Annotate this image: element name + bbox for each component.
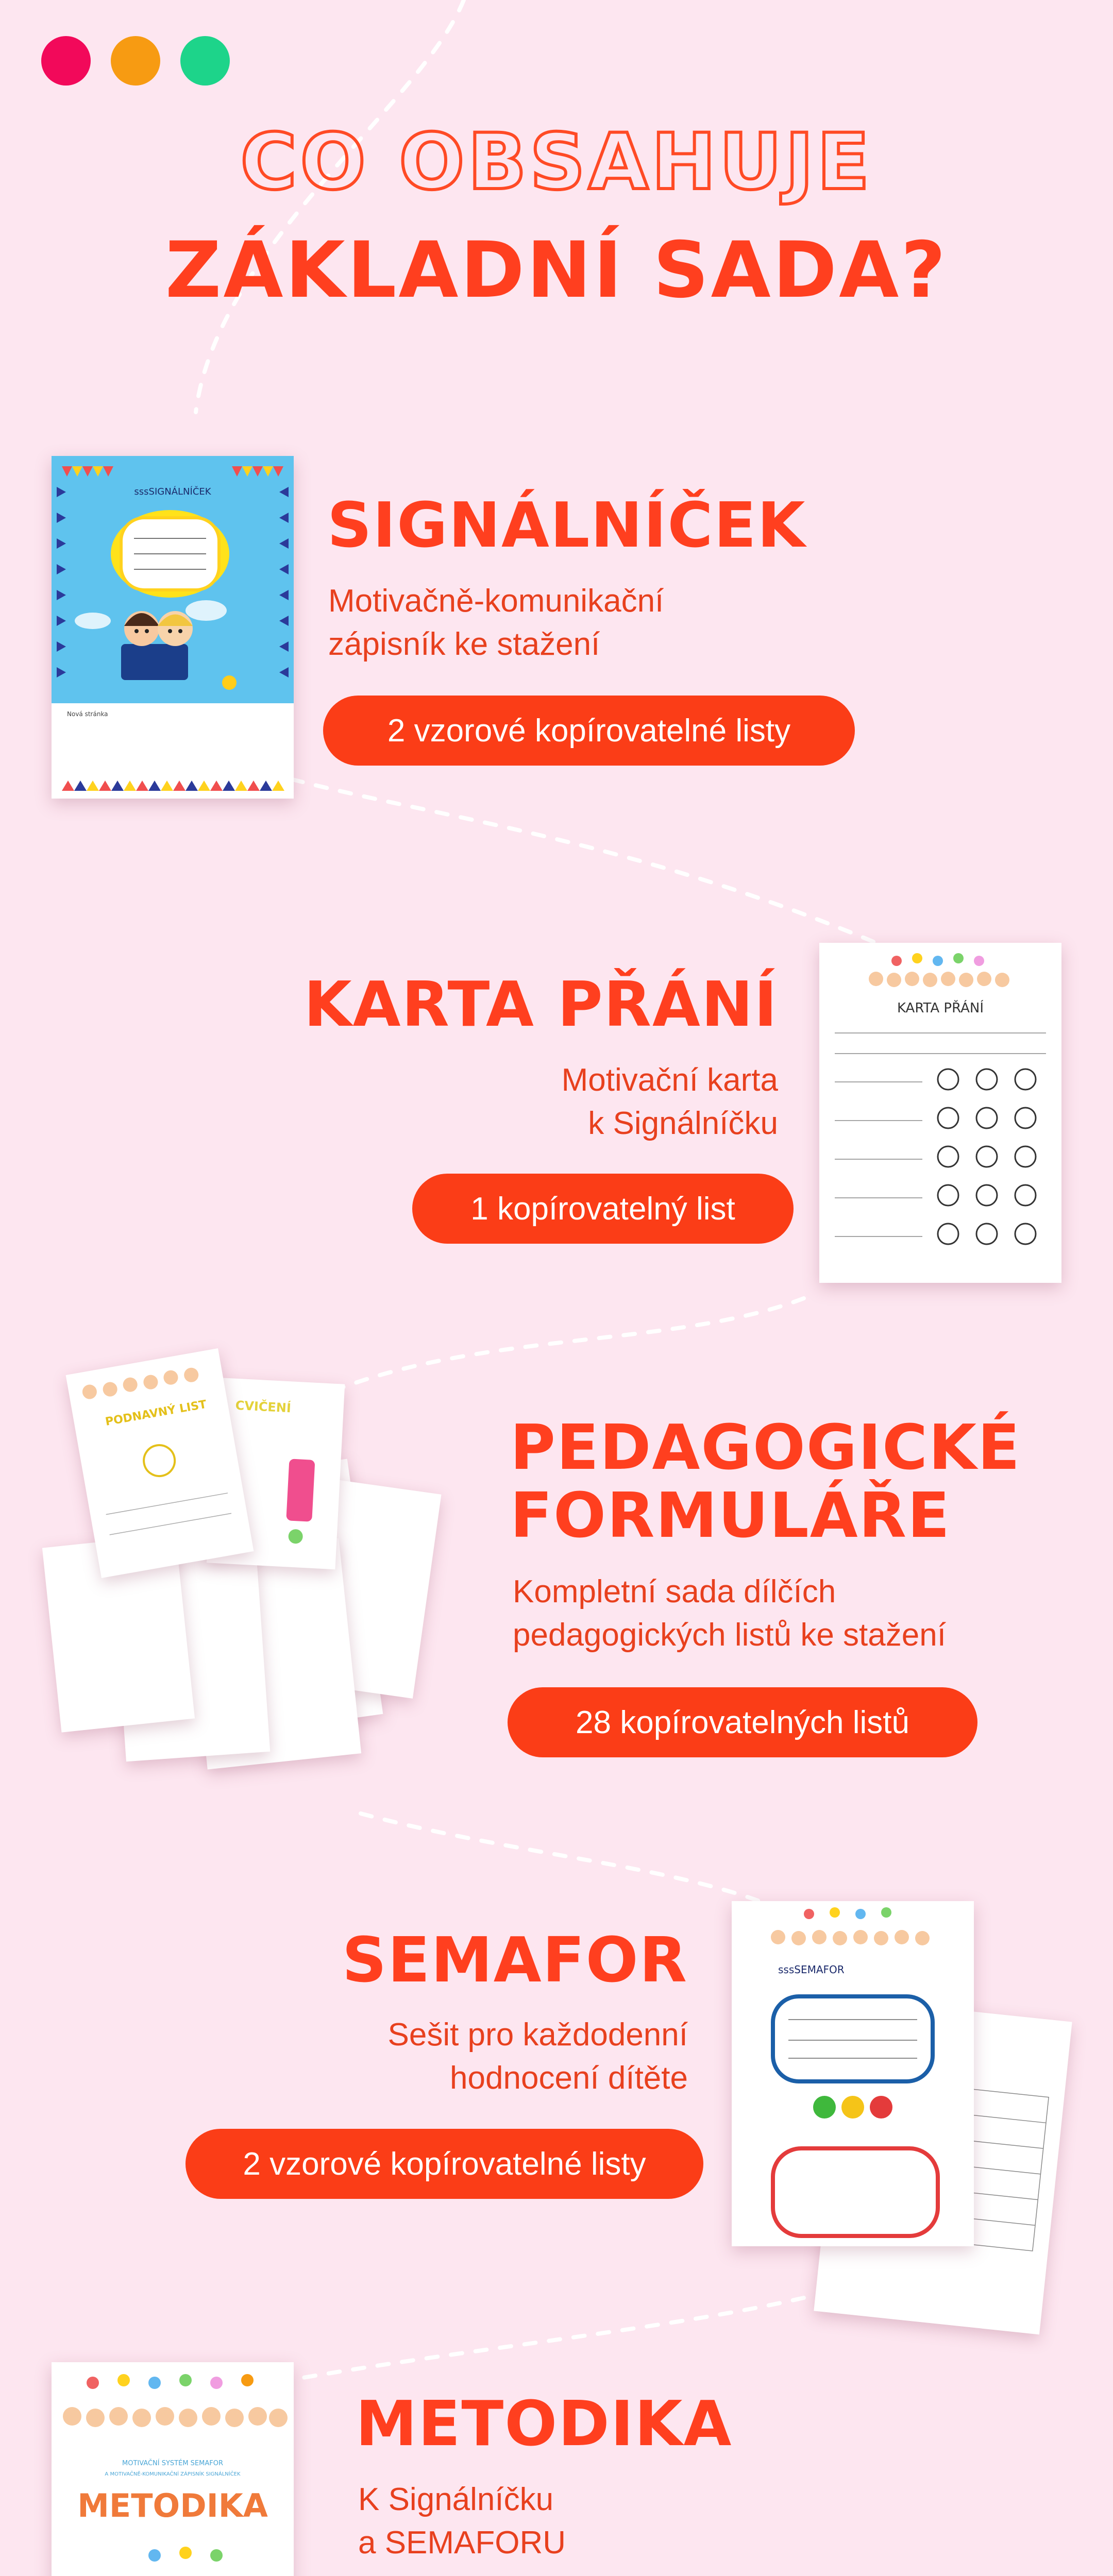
karta-prani-pill[interactable]: 1 kopírovatelný list [412,1174,794,1244]
karta-prani-desc-line-2: k Signálníčku [588,1106,778,1142]
metodika-cover-image [52,2362,294,2576]
semafor-desc-line-1: Sešit pro každodenní [387,2017,688,2053]
semafor-description [258,2013,688,2100]
pedagogicke-formulare-desc-line-2: pedagogických listů ke stažení [513,1617,946,1653]
semafor-desc-line-2: hodnocení dítěte [450,2060,688,2096]
metodika-title: METODIKA [356,2388,733,2460]
signalnicek-desc-line-1: Motivačně-komunikační [328,583,664,619]
pedagogicke-formulare-pill[interactable]: 28 kopírovatelných listů [508,1687,977,1757]
pedagogicke-formulare-title-line-2: FORMULÁŘE [510,1480,951,1552]
metodika-description [358,2478,566,2565]
signalnicek-desc-line-2: zápisník ke stažení [328,626,600,663]
signalnicek-cover-footer: Nová stránka [67,710,108,718]
signalnicek-pill[interactable]: 2 vzorové kopírovatelné listy [323,696,855,766]
karta-prani-description [361,1059,778,1146]
signalnicek-title: SIGNÁLNÍČEK [327,490,806,562]
headline-line-2: ZÁKLADNÍ SADA? [165,226,948,315]
karta-prani-image-title: KARTA PŘÁNÍ [897,1001,984,1016]
signalnicek-description [328,580,664,667]
metodika-desc-line-2: a SEMAFORU [358,2525,566,2561]
semafor-image [721,1891,1092,2344]
karta-prani-image [819,943,1061,1283]
podnavny-list-sheet-label: PODNAVNÝ LIST [104,1398,208,1429]
pedagogicke-formulare-description [513,1570,946,1657]
metodika-desc-line-1: K Signálníčku [358,2482,554,2517]
cviceni-sheet-label: CVIČENÍ [235,1398,292,1416]
signalnicek-cover-image [52,456,294,799]
semafor-title: SEMAFOR [342,1925,688,1996]
semafor-pill[interactable]: 2 vzorové kopírovatelné listy [185,2129,703,2199]
metodika-cover-subtitle-1: MOTIVAČNÍ SYSTÉM SEMAFOR [122,2460,223,2467]
metodika-cover-title: METODIKA [77,2487,268,2524]
pedagogicke-formulare-image [41,1350,495,1829]
signalnicek-cover-title: sssSIGNÁLNÍČEK [134,486,211,497]
metodika-cover-subtitle-2: A MOTIVAČNĚ-KOMUNIKAČNÍ ZÁPISNÍK SIGNÁLNÍČEK [105,2471,241,2477]
semafor-image-title: sssSEMAFOR [778,1963,845,1976]
karta-prani-desc-line-1: Motivační karta [561,1062,778,1098]
pedagogicke-formulare-title-line-1: PEDAGOGICKÉ [510,1412,1021,1484]
pedagogicke-formulare-desc-line-1: Kompletní sada dílčích [513,1574,836,1609]
pedagogicke-formulare-title [510,1414,1021,1550]
headline-line-1: CO OBSAHUJE [240,117,873,207]
karta-prani-title: KARTA PŘÁNÍ [303,969,778,1041]
